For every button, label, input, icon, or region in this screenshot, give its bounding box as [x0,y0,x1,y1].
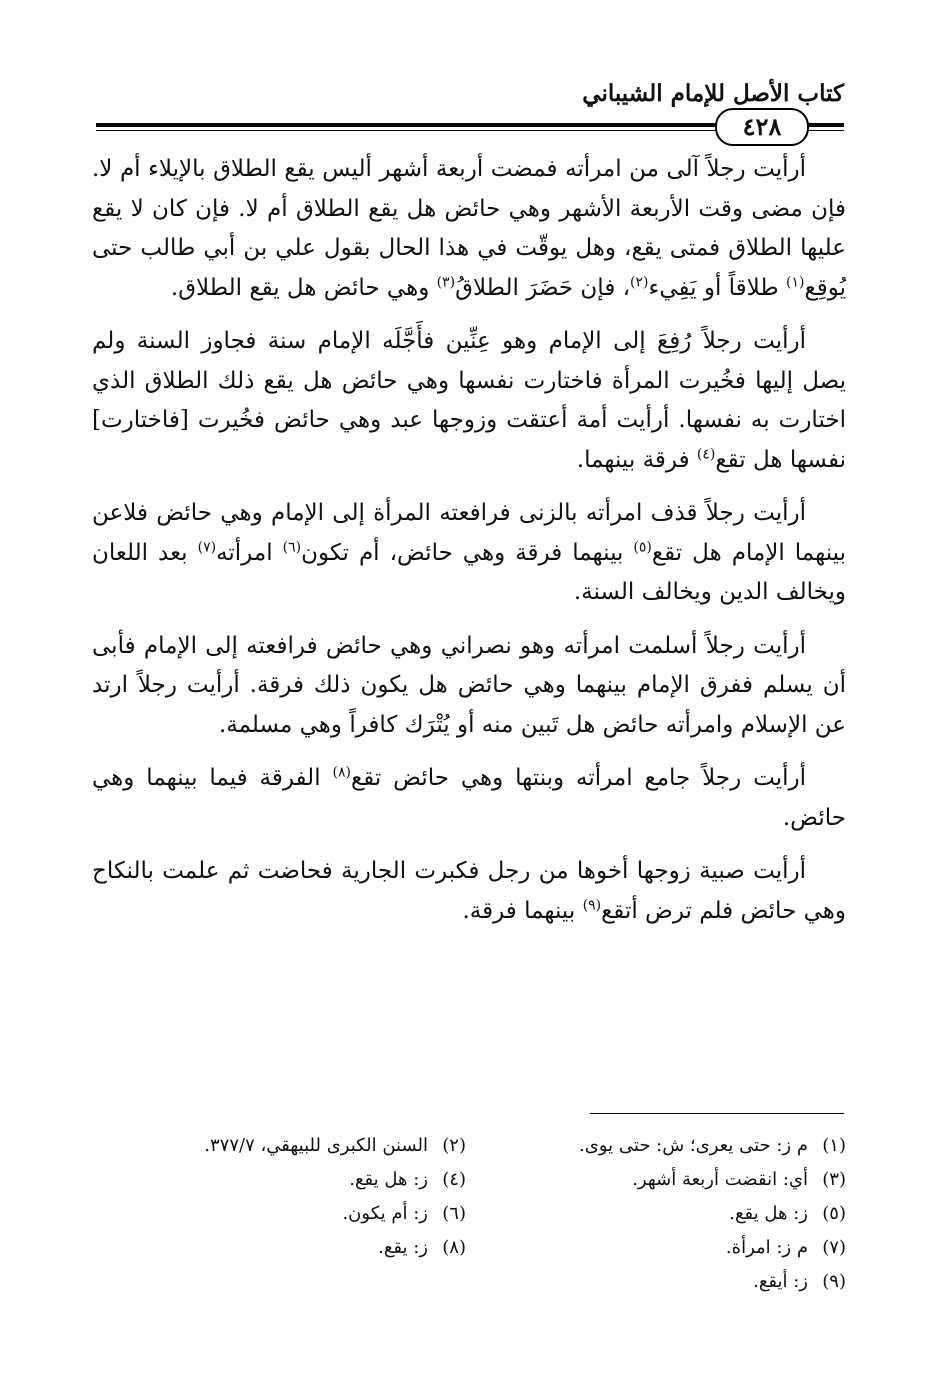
footnote-ref-5: (٥) [633,538,652,555]
footnote-item: (١)م ز: حتى يعرى؛ ش: حتى يوى. [579,1134,846,1156]
footnote-ref-9: (٩) [582,896,602,913]
page-number: ٤٢٨ [715,108,809,146]
footnote-item: (٦)ز: أم يكون. [342,1202,466,1224]
footnote-ref-6: (٦) [282,538,302,555]
footnote-item: (٤)ز: هل يقع. [349,1168,466,1190]
footnote-item: (٩)ز: أيقع. [753,1270,846,1292]
footnote-item: (٣)أي: انقضت أربعة أشهر. [632,1168,846,1190]
footnote-ref-3: (٣) [436,273,456,290]
footnote-item: (٧)م ز: امرأة. [725,1236,846,1258]
paragraph-2: أرأيت رجلاً رُفِعَ إلى الإمام وهو عِنِّين فأَجَّلَه الإمام سنة فجاوز السنة ولم يصل إليها فخُيرت المرأة فاختارت نفسها وهي حائض هل يقع ذلك الطلاق الذي اختارت به نفسها. أرأيت أمة أعتقت وزوجها عبد وهي حائض فخُيرت [فاختارت] نفسها هل تقع$^{(٤)}$ فرقة بينهما. [92,328,846,473]
footnote-row [86,1162,846,1196]
footnote-ref-2: (٢) [630,273,649,290]
footnote-row [86,1196,846,1230]
footnote-ref-8: (٨) [332,764,351,781]
footnote-item: (٨)ز: يقع. [378,1236,466,1258]
footnotes [86,1128,846,1298]
footnote-ref-1: (١) [786,273,805,290]
running-header-title: كتاب الأصل للإمام الشيباني [582,80,844,107]
main-text [92,150,846,945]
footnote-ref-4: (٤) [696,445,716,462]
paragraph-6: أرأيت صبية زوجها أخوها من رجل فكبرت الجارية فحاضت ثم علمت بالنكاح وهي حائض فلم ترض أتقع$^{(٩)}$ بينهما فرقة. [92,858,846,924]
footnote-separator [590,1113,844,1114]
paragraph-5: أرأيت رجلاً جامع امرأته وبنتها وهي حائض تقع$^{(٨)}$ الفرقة فيما بينهما وهي حائض. [92,764,846,831]
footnote-ref-7: (٧) [197,538,217,555]
footnote-row [86,1264,846,1298]
paragraph-1: أرأيت رجلاً آلى من امرأته فمضت أربعة أشهر أليس يقع الطلاق بالإيلاء أم لا. فإن مضى وقت الأربعة الأشهر وهي حائض هل يقع الطلاق أم لا. فإن كان لا يقع عليها الطلاق فمتى يقع، وهل يوقّت في هذا الحال بقول علي بن أبي طالب حتى يُوقِع$^{(١)}$ طلاقاً أو يَفِيء$^{(٢)}$، فإن حَضَرَ الطلاقُ$^{(٣)}$ وهي حائض هل يقع الطلاق. [92,156,846,301]
paragraph-3: أرأيت رجلاً قذف امرأته بالزنى فرافعته المرأة إلى الإمام وهي حائض فلاعن بينهما الإمام هل تقع$^{(٥)}$ بينهما فرقة وهي حائض، أم تكون$^{(٦)}$ امرأته$^{(٧)}$ بعد اللعان ويخالف الدين ويخالف السنة. [92,500,846,605]
footnote-row [86,1230,846,1264]
footnote-row [86,1128,846,1162]
paragraph-4: أرأيت رجلاً أسلمت امرأته وهو نصراني وهي حائض فرافعته إلى الإمام فأبى أن يسلم ففرق الإمام بينهما وهي حائض هل يكون ذلك فرقة. أرأيت رجلاً ارتد عن الإسلام وامرأته حائض هل تَبين منه أو يُتْرَك كافراً وهي مسلمة. [92,632,846,738]
footnote-item: (٢)السنن الكبرى للبيهقي، ٣٧٧/٧. [204,1134,466,1156]
footnote-item: (٥)ز: هل يقع. [729,1202,846,1224]
